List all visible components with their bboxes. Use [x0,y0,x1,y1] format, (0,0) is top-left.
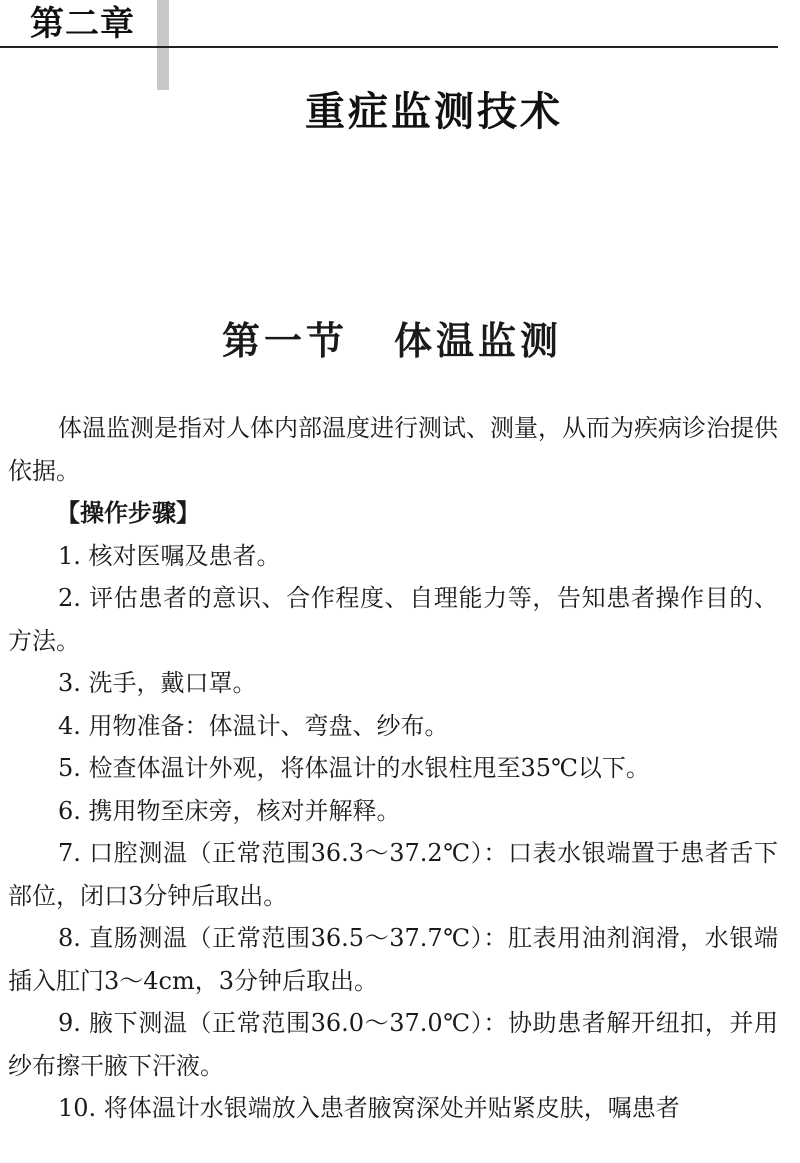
chapter-title: 重症监测技术 [305,89,563,135]
section-title [0,316,784,366]
chapter-label: 第二章 [30,4,135,44]
section-number: 第一节 [221,318,348,363]
step-item: 5. 检查体温计外观，将体温计的水银柱甩至35℃以下。 [58,754,650,782]
header-rule [0,46,778,48]
body-text [8,407,778,1130]
step-item: 4. 用物准备：体温计、弯盘、纱布。 [58,711,449,740]
step-item: 10. 将体温计水银端放入患者腋窝深处并贴紧皮肤，嘱患者 [58,1094,680,1122]
section-name: 体温监测 [394,318,563,363]
intro-paragraph: 体温监测是指对人体内部温度进行测试、测量，从而为疾病诊治提供依据。 [8,414,778,485]
step-item: 1. 核对医嘱及患者。 [58,541,281,570]
step-item: 2. 评估患者的意识、合作程度、自理能力等，告知患者操作目的、方法。 [8,584,778,655]
step-item: 6. 携用物至床旁，核对并解释。 [58,796,401,825]
step-item: 8. 直肠测温（正常范围36.5～37.7℃）：肛表用油剂润滑，水银端插入肛门3～4cm，3分钟后取出。 [8,924,778,995]
step-item: 3. 洗手，戴口罩。 [58,669,257,697]
step-item: 9. 腋下测温（正常范围36.0～37.0℃）：协助患者解开纽扣，并用纱布擦干腋下汗液。 [8,1009,778,1080]
header-accent-bar [157,0,169,90]
steps-heading: 【操作步骤】 [56,499,200,527]
step-item: 7. 口腔测温（正常范围36.3～37.2℃）：口表水银端置于患者舌下部位，闭口3分钟后取出。 [8,839,778,910]
